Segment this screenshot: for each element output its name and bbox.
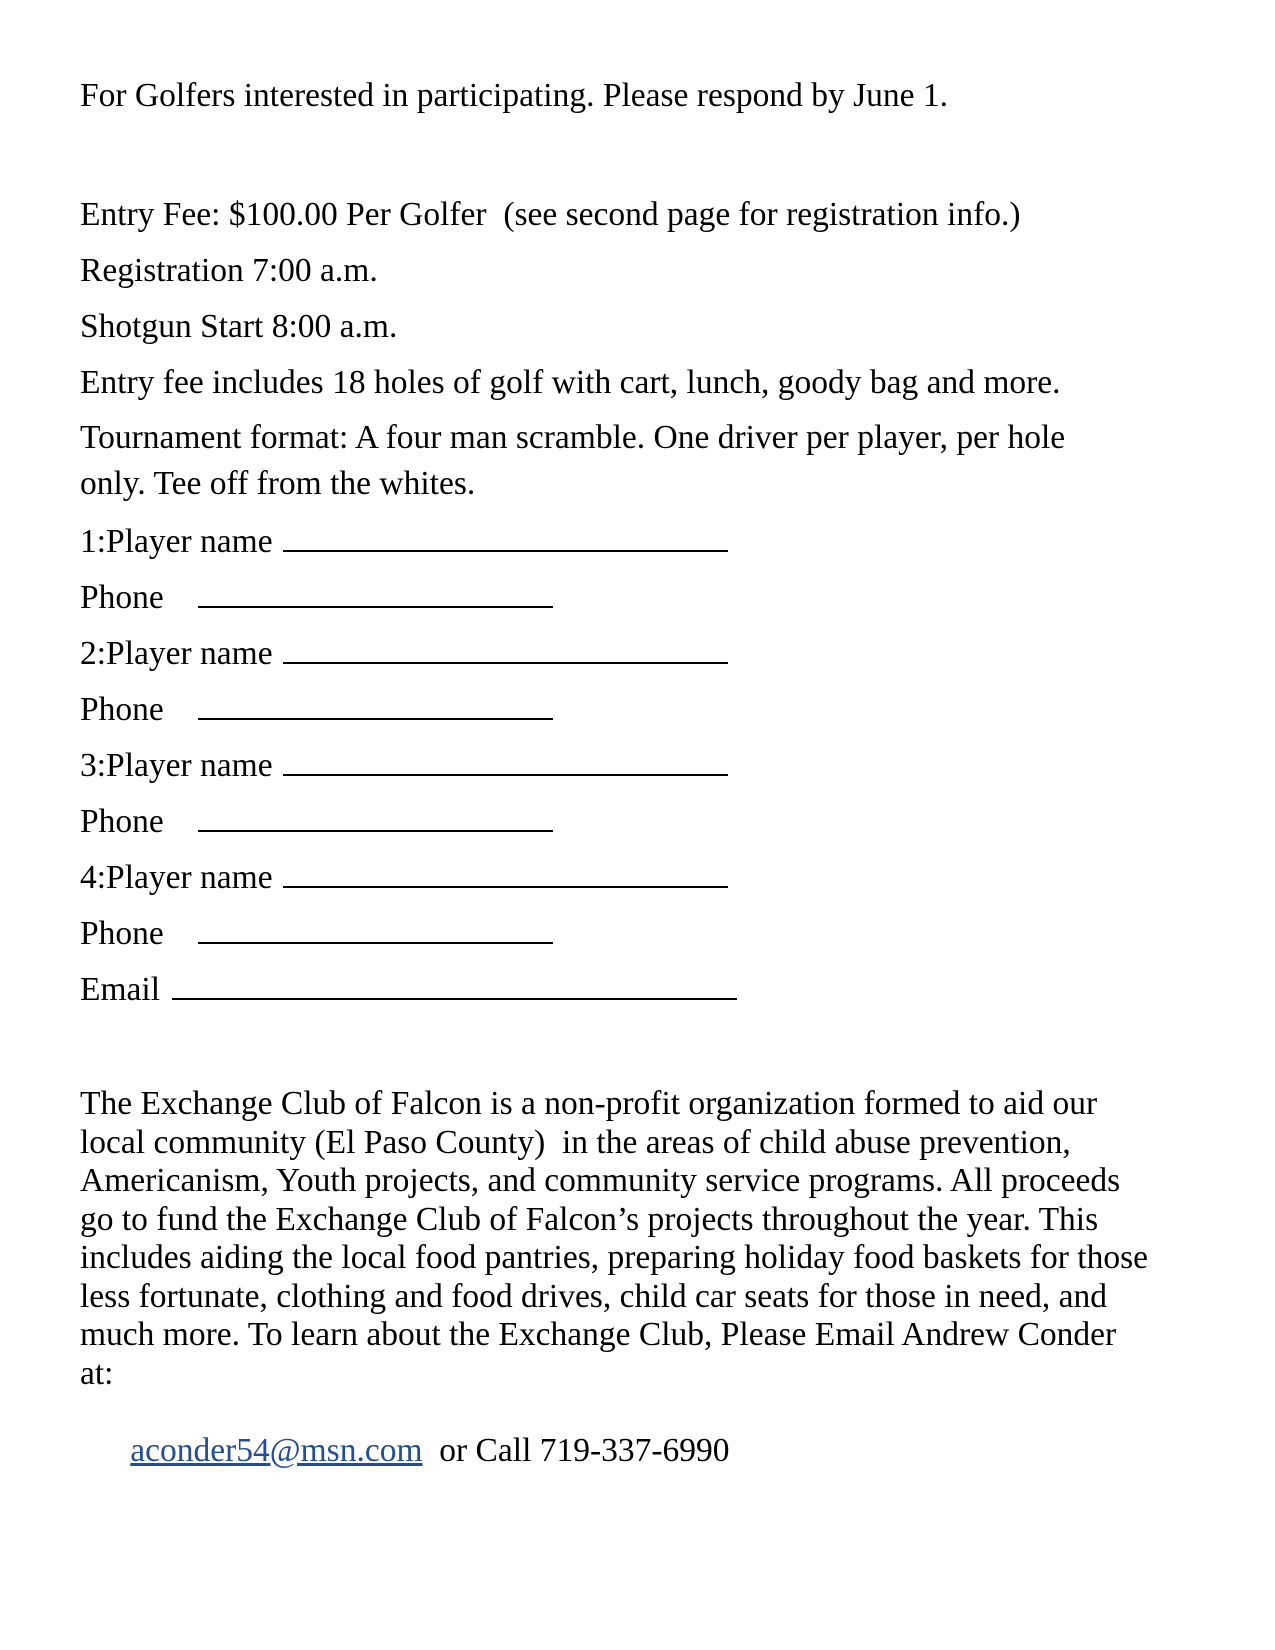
spacer-after-intro xyxy=(80,119,1165,191)
closing-paragraph xyxy=(80,1085,1155,1393)
form-row-phone-3 xyxy=(80,799,1165,855)
email-label: Email xyxy=(80,971,161,1008)
player-1-name-field[interactable] xyxy=(283,524,728,552)
player-2-name-label: 2:Player name xyxy=(80,635,273,672)
contact-line xyxy=(80,1393,1165,1509)
player-4-phone-label: Phone xyxy=(80,915,173,952)
phone-contact-text: or Call 719-337-6990 xyxy=(422,1431,730,1469)
form-row-player-4 xyxy=(80,855,1165,911)
player-2-name-field[interactable] xyxy=(283,636,728,664)
player-2-phone-label: Phone xyxy=(80,691,173,728)
form-row-player-2 xyxy=(80,631,1165,687)
player-4-name-field[interactable] xyxy=(283,860,728,888)
player-3-name-field[interactable] xyxy=(283,748,728,776)
player-2-phone-field[interactable] xyxy=(198,692,553,720)
player-3-phone-field[interactable] xyxy=(198,804,553,832)
form-row-email xyxy=(80,967,1165,1023)
email-field[interactable] xyxy=(172,972,737,1000)
entry-fee-line: Entry Fee: $100.00 Per Golfer (see second page for registration info.) xyxy=(80,196,1021,233)
player-3-name-label: 3:Player name xyxy=(80,747,273,784)
document-body xyxy=(80,72,1165,1509)
shotgun-start-line: Shotgun Start 8:00 a.m. xyxy=(80,308,398,345)
form-row-player-3 xyxy=(80,743,1165,799)
player-1-name-label: 1:Player name xyxy=(80,523,273,560)
tournament-details xyxy=(80,191,1165,507)
player-registration-form xyxy=(80,519,1165,1023)
player-4-phone-field[interactable] xyxy=(198,916,553,944)
closing-paragraph-text: The Exchange Club of Falcon is a non-profit organization formed to aid our local community (El Paso County) in the areas of child abuse prevention, Americanism, Youth projects, and community service programs. All proceeds go to fund the Exchange Club of Falcon’s projects throughout the year. This includes aiding the local food pantries, preparing holiday food baskets for those less fortunate, clothing and food drives, child car seats for those in need, and much more. To learn about the Exchange Club, Please Email Andrew Conder at: xyxy=(80,1085,1157,1392)
form-row-phone-2 xyxy=(80,687,1165,743)
form-row-phone-1 xyxy=(80,575,1165,631)
intro-paragraph: For Golfers interested in participating. Please respond by June 1. xyxy=(80,77,949,114)
spacer-before-closing xyxy=(80,1023,1165,1085)
player-1-phone-label: Phone xyxy=(80,579,173,616)
form-row-phone-4 xyxy=(80,911,1165,967)
player-4-name-label: 4:Player name xyxy=(80,859,273,896)
tournament-format-line: Tournament format: A four man scramble. One driver per player, per hole only. Tee off from the whites. xyxy=(80,419,1066,502)
form-row-player-1 xyxy=(80,519,1165,575)
entry-fee-includes-line: Entry fee includes 18 holes of golf with cart, lunch, goody bag and more. xyxy=(80,364,1061,401)
player-1-phone-field[interactable] xyxy=(198,580,553,608)
registration-time-line: Registration 7:00 a.m. xyxy=(80,252,378,289)
email-link[interactable]: aconder54@msn.com xyxy=(130,1431,423,1469)
player-3-phone-label: Phone xyxy=(80,803,173,840)
